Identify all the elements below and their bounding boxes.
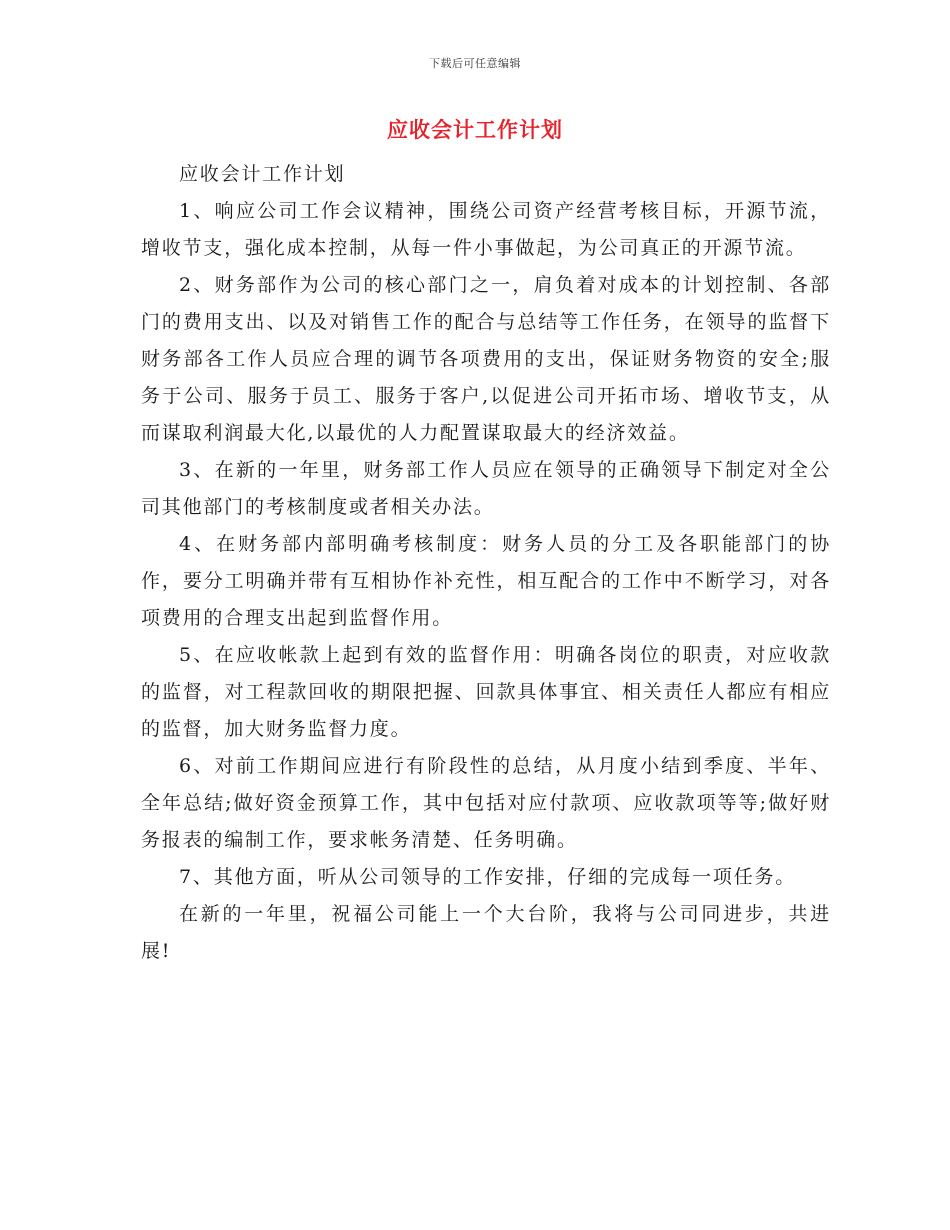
paragraph-item-2: 2、财务部作为公司的核心部门之一，肩负着对成本的计划控制、各部门的费用支出、以及对销售工作的配合与总结等工作任务，在领导的监督下财务部各工作人员应合理的调节各项费用的支出，保证财务物资的安全;服务于公司、服务于员工、服务于客户,以促进公司开拓市场、增收节支，从而谋取利润最大化,以最优的人力配置谋取最大的经济效益。 [141, 274, 831, 444]
header-note: 下载后可任意编辑 [429, 57, 521, 70]
paragraph-subtitle: 应收会计工作计划 [179, 163, 346, 185]
document-body [141, 156, 831, 970]
paragraph-item-5: 5、在应收帐款上起到有效的监督作用：明确各岗位的职责，对应收款的监督，对工程款回收的期限把握、回款具体事宜、相关责任人都应有相应的监督，加大财务监督力度。 [141, 644, 831, 740]
paragraph-item-3: 3、在新的一年里，财务部工作人员应在领导的正确领导下制定对全公司其他部门的考核制度或者相关办法。 [141, 459, 831, 518]
paragraph-item-4: 4、在财务部内部明确考核制度：财务人员的分工及各职能部门的协作，要分工明确并带有互相协作补充性，相互配合的工作中不断学习，对各项费用的合理支出起到监督作用。 [141, 533, 831, 629]
paragraph-item-1: 1、响应公司工作会议精神，围绕公司资产经营考核目标，开源节流，增收节支，强化成本控制，从每一件小事做起，为公司真正的开源节流。 [141, 200, 831, 259]
document-title: 应收会计工作计划 [387, 118, 563, 142]
paragraph-closing: 在新的一年里，祝福公司能上一个大台阶，我将与公司同进步，共进展! [141, 903, 831, 962]
paragraph-item-7: 7、其他方面，听从公司领导的工作安排，仔细的完成每一项任务。 [179, 866, 797, 888]
paragraph-item-6: 6、对前工作期间应进行有阶段性的总结，从月度小结到季度、半年、全年总结;做好资金预算工作，其中包括对应付款项、应收款项等等;做好财务报表的编制工作，要求帐务清楚、任务明确。 [141, 755, 831, 851]
